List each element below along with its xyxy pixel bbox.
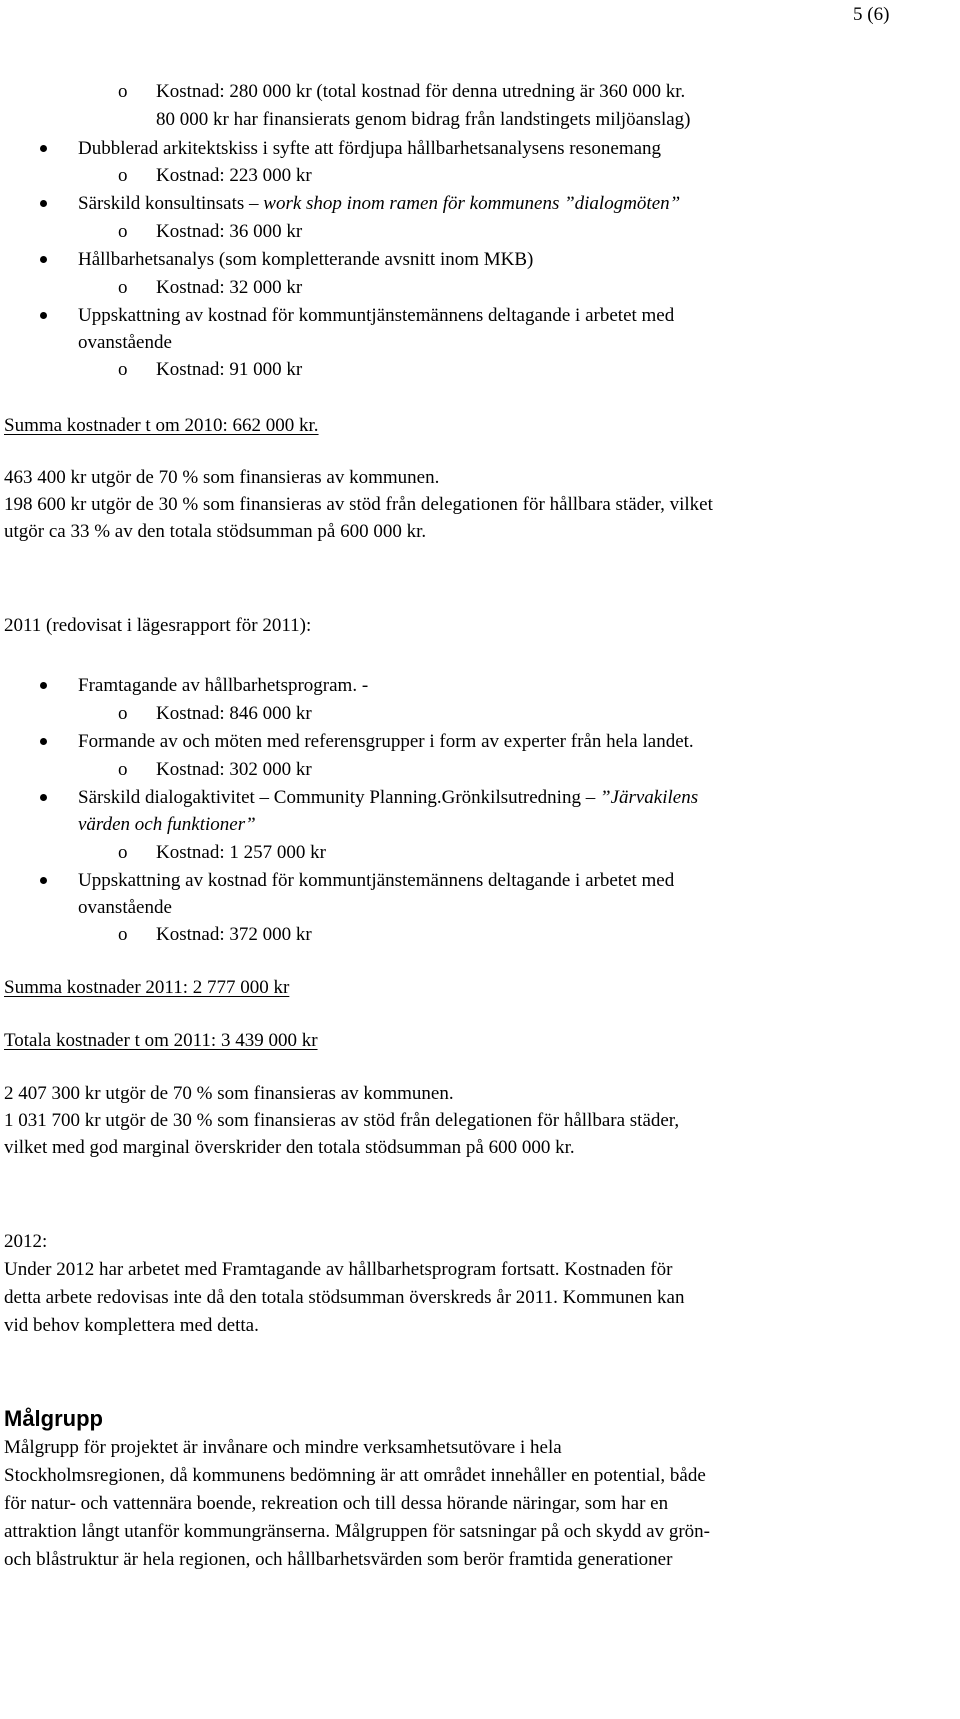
sub-bullet-marker: o <box>118 221 128 242</box>
paragraph-line: Målgrupp för projektet är invånare och mindre verksamhetsutövare i hela <box>4 1437 562 1458</box>
sub-bullet-marker: o <box>118 81 128 102</box>
bullet-icon <box>40 794 47 801</box>
paragraph-line: och blåstruktur är hela regionen, och hållbarhetsvärden som berör framtida generationer <box>4 1549 673 1570</box>
cost-line: Kostnad: 91 000 kr <box>156 359 303 380</box>
cost-line-continuation: 80 000 kr har finansierats genom bidrag från landstingets miljöanslag) <box>156 109 691 130</box>
paragraph-line: 1 031 700 kr utgör de 30 % som finansieras av stöd från delegationen för hållbara städer, <box>4 1110 680 1131</box>
sub-bullet-marker: o <box>118 165 128 186</box>
bullet-icon <box>40 738 47 745</box>
cost-item: Dubblerad arkitektskiss i syfte att fördjupa hållbarhetsanalysens resonemang <box>78 138 662 159</box>
sub-bullet-marker: o <box>118 359 128 380</box>
paragraph-line: vid behov komplettera med detta. <box>4 1315 259 1336</box>
paragraph-line: detta arbete redovisas inte då den totala stödsumman överskreds år 2011. Kommunen kan <box>4 1287 685 1308</box>
cost-line: Kostnad: 32 000 kr <box>156 277 303 298</box>
cost-line: Kostnad: 280 000 kr (total kostnad för denna utredning är 360 000 kr. <box>156 81 686 102</box>
bullet-icon <box>40 877 47 884</box>
summa-2011: Summa kostnader 2011: 2 777 000 kr <box>4 977 290 998</box>
paragraph-line: Under 2012 har arbetet med Framtagande av hållbarhetsprogram fortsatt. Kostnaden för <box>4 1259 673 1280</box>
bullet-icon <box>40 256 47 263</box>
sub-bullet-marker: o <box>118 842 128 863</box>
totala-2011: Totala kostnader t om 2011: 3 439 000 kr <box>4 1030 318 1051</box>
bullet-icon <box>40 312 47 319</box>
paragraph-line: vilket med god marginal överskrider den totala stödsumman på 600 000 kr. <box>4 1137 575 1158</box>
cost-line: Kostnad: 1 257 000 kr <box>156 842 326 863</box>
cost-line: Kostnad: 846 000 kr <box>156 703 312 724</box>
section-title-2011: 2011 (redovisat i lägesrapport för 2011): <box>4 615 312 636</box>
cost-line: Kostnad: 36 000 kr <box>156 221 303 242</box>
section-title-2012: 2012: <box>4 1231 48 1252</box>
sub-bullet-marker: o <box>118 703 128 724</box>
summa-2010: Summa kostnader t om 2010: 662 000 kr. <box>4 415 319 436</box>
paragraph-line: utgör ca 33 % av den totala stödsumman på 600 000 kr. <box>4 521 427 542</box>
cost-item-continuation: värden och funktioner” <box>78 814 256 835</box>
cost-item: Framtagande av hållbarhetsprogram. - <box>78 675 369 696</box>
cost-item-continuation: ovanstående <box>78 332 172 353</box>
paragraph-line: attraktion långt utanför kommungränserna. Målgruppen för satsningar på och skydd av grön- <box>4 1521 710 1542</box>
cost-item: Hållbarhetsanalys (som kompletterande avsnitt inom MKB) <box>78 249 534 270</box>
cost-item: Särskild konsultinsats – work shop inom ramen för kommunens ”dialogmöten” <box>78 193 681 214</box>
sub-bullet-marker: o <box>118 924 128 945</box>
sub-bullet-marker: o <box>118 277 128 298</box>
cost-item: Formande av och möten med referensgrupper i form av experter från hela landet. <box>78 731 694 752</box>
cost-item: Uppskattning av kostnad för kommuntjänstemännens deltagande i arbetet med <box>78 305 675 326</box>
bullet-icon <box>40 682 47 689</box>
bullet-icon <box>40 145 47 152</box>
bullet-icon <box>40 200 47 207</box>
cost-item: Särskild dialogaktivitet – Community Planning.Grönkilsutredning – ”Järvakilens <box>78 787 699 808</box>
paragraph-line: för natur- och vattennära boende, rekreation och till dessa hörande näringar, som har en <box>4 1493 669 1514</box>
cost-line: Kostnad: 223 000 kr <box>156 165 312 186</box>
paragraph-line: Stockholmsregionen, då kommunens bedömning är att området innehåller en potential, både <box>4 1465 706 1486</box>
sub-bullet-marker: o <box>118 759 128 780</box>
page-number: 5 (6) <box>853 4 890 25</box>
paragraph-line: 198 600 kr utgör de 30 % som finansieras av stöd från delegationen för hållbara städer, vilket <box>4 494 713 515</box>
cost-item: Uppskattning av kostnad för kommuntjänstemännens deltagande i arbetet med <box>78 870 675 891</box>
paragraph-line: 2 407 300 kr utgör de 70 % som finansieras av kommunen. <box>4 1083 454 1104</box>
cost-line: Kostnad: 372 000 kr <box>156 924 312 945</box>
cost-item-continuation: ovanstående <box>78 897 172 918</box>
section-heading-malgrupp: Målgrupp <box>4 1406 103 1431</box>
cost-line: Kostnad: 302 000 kr <box>156 759 312 780</box>
paragraph-line: 463 400 kr utgör de 70 % som finansieras av kommunen. <box>4 467 440 488</box>
